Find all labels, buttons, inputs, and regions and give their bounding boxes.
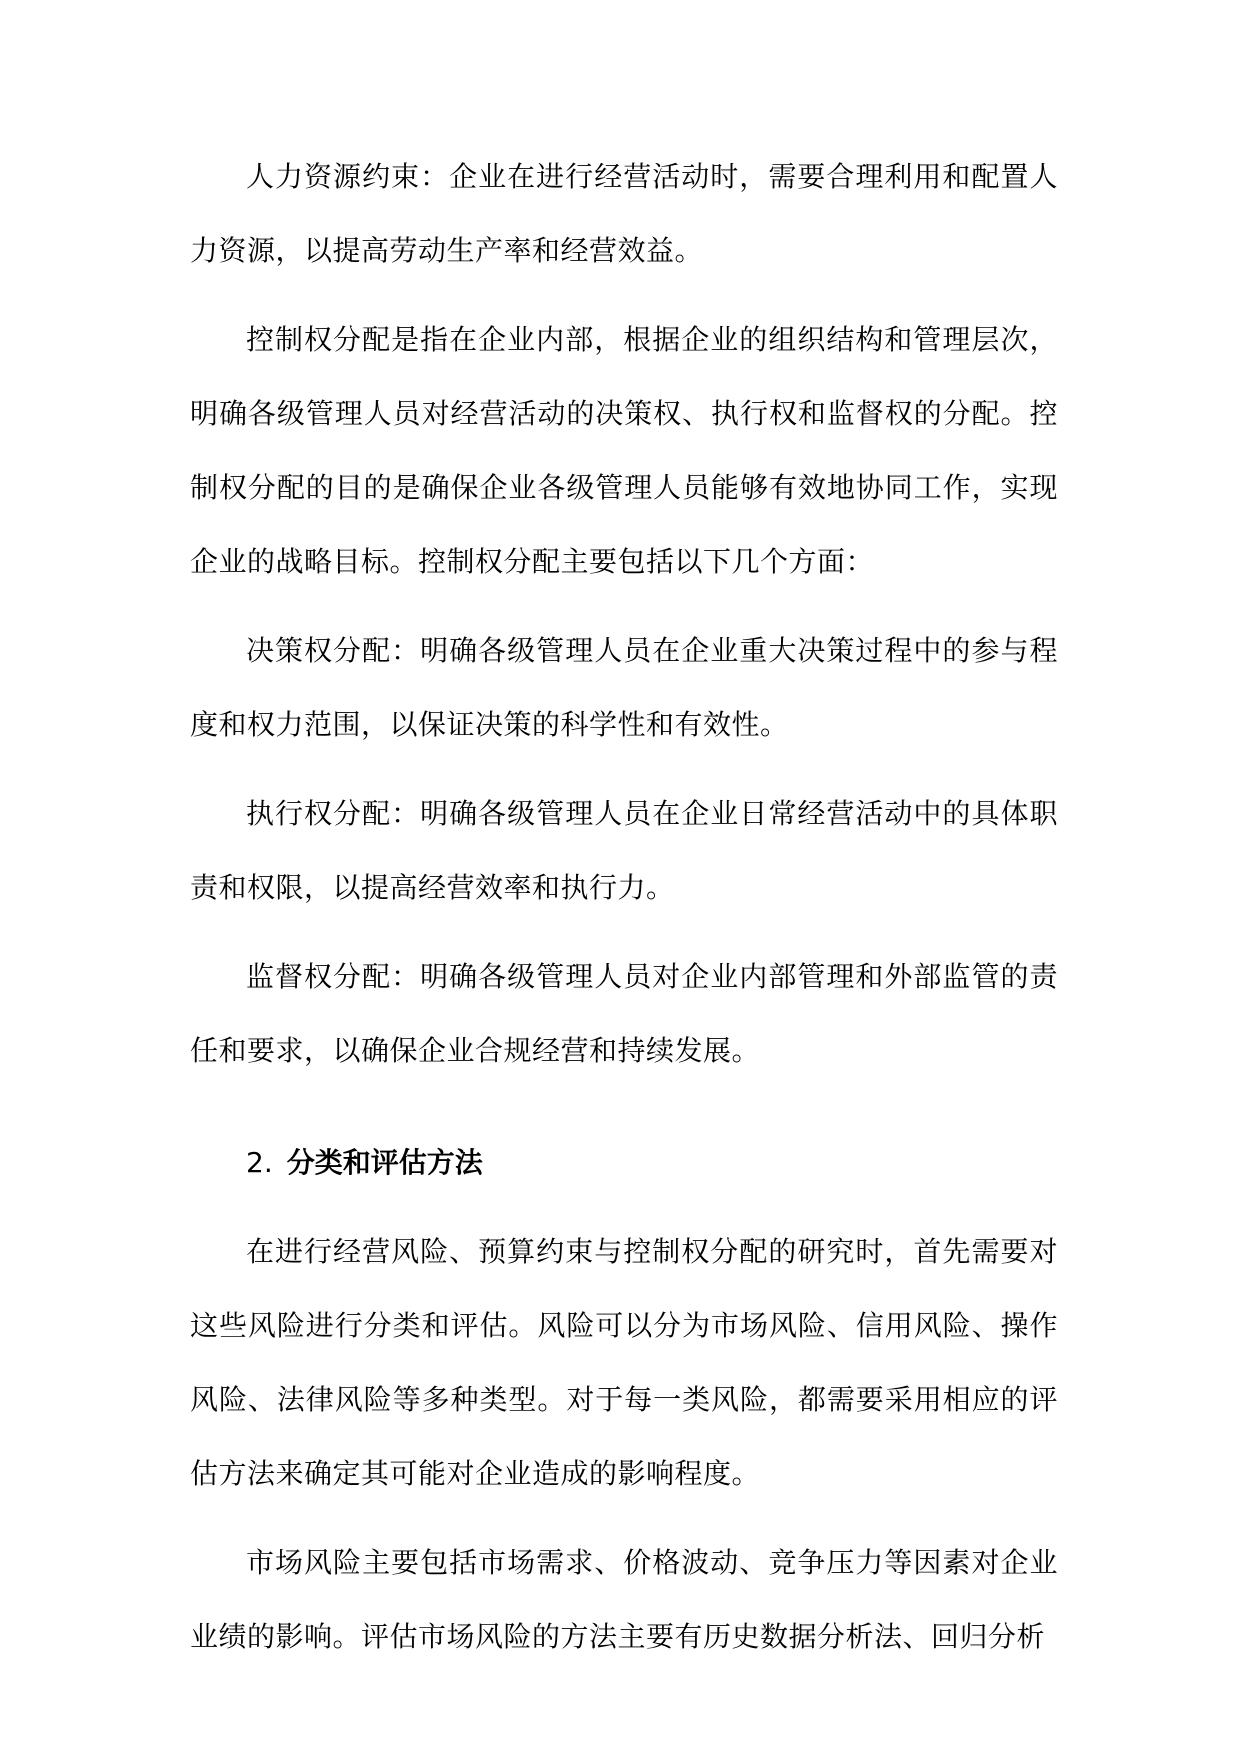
- page-body: [190, 140, 1058, 1689]
- section-heading: [190, 1126, 1058, 1200]
- paragraph-human-resources: 人力资源约束：企业在进行经营活动时，需要合理利用和配置人力资源，以提高劳动生产率和经营效益。: [190, 160, 1058, 267]
- section-number: 2.: [246, 1146, 273, 1179]
- paragraph-control-allocation: 控制权分配是指在企业内部，根据企业的组织结构和管理层次，明确各级管理人员对经营活动的决策权、执行权和监督权的分配。控制权分配的目的是确保企业各级管理人员能够有效地协同工作，实现企业的战略目标。控制权分配主要包括以下几个方面：: [190, 323, 1058, 578]
- paragraph-supervision-rights: 监督权分配：明确各级管理人员对企业内部管理和外部监管的责任和要求，以确保企业合规经营和持续发展。: [190, 960, 1058, 1067]
- paragraph-execution-rights: 执行权分配：明确各级管理人员在企业日常经营活动中的具体职责和权限，以提高经营效率和执行力。: [190, 797, 1058, 904]
- paragraph-risk-classification: 在进行经营风险、预算约束与控制权分配的研究时，首先需要对这些风险进行分类和评估。风险可以分为市场风险、信用风险、操作风险、法律风险等多种类型。对于每一类风险，都需要采用相应的评估方法来确定其可能对企业造成的影响程度。: [190, 1235, 1058, 1490]
- paragraph-market-risk: 市场风险主要包括市场需求、价格波动、竞争压力等因素对企业业绩的影响。评估市场风险的方法主要有历史数据分析法、回归分析: [190, 1546, 1058, 1653]
- section-title: 分类和评估方法: [286, 1146, 483, 1179]
- paragraph-decision-rights: 决策权分配：明确各级管理人员在企业重大决策过程中的参与程度和权力范围，以保证决策的科学性和有效性。: [190, 634, 1058, 741]
